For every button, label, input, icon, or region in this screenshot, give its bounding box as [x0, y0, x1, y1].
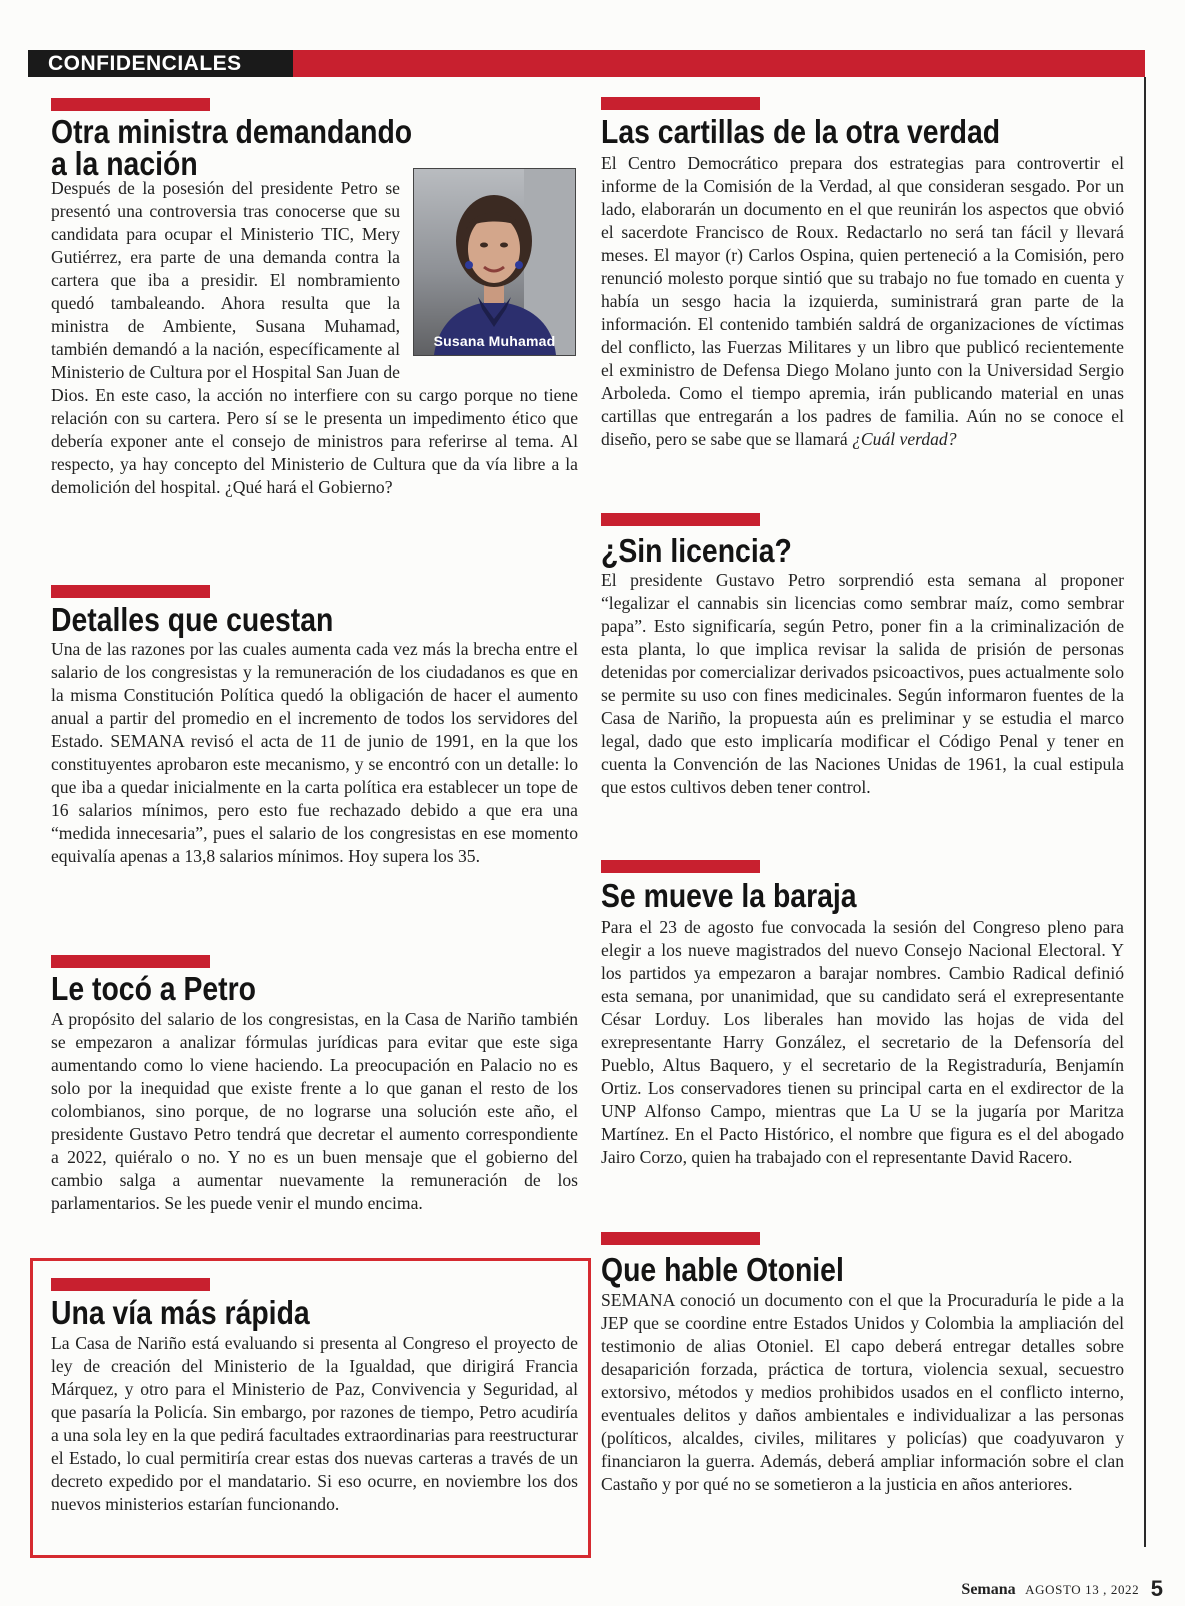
article-rule	[51, 98, 210, 111]
article-rule	[51, 1278, 210, 1291]
article-title: Las cartillas de la otra verdad	[601, 113, 1001, 150]
article-title: Una vía más rápida	[51, 1294, 310, 1331]
article-body: A propósito del salario de los congresistas, en la Casa de Nariño también se empezaron a analizar fórmulas jurídicas para evitar que este siga aumentando como lo viene haciendo. La preocupación en Palacio no es solo por la inequidad que existe frente a lo que ganan el resto de los colombianos, sino porque, de no lograrse una solución este año, el presidente Gustavo Petro tendrá que decretar el aumento correspondiente a 2022, quiéralo o no. Y no es un buen mensaje que el gobierno del cambio salga a aumentar nuevamente la remuneración de los parlamentarios. Se les puede venir el mundo encima.	[51, 1009, 578, 1213]
article-title: Detalles que cuestan	[51, 601, 334, 638]
page-number: 5	[1150, 1576, 1163, 1601]
article-title	[51, 113, 413, 182]
article-body: Para el 23 de agosto fue convocada la sesión del Congreso pleno para elegir a los nueve magistrados del nuevo Consejo Nacional Electoral. Y los partidos ya empezaron a barajar nombres. Cambio Radical definió esta semana, por unanimidad, que su candidato será el exrepresentante César Lorduy. Los liberales han movido las hojas de vida del exrepresentante Harry González, el secretario de la Defensoría del Pueblo, Altus Baquero, y el secretario de la Registraduría, Benjamín Ortiz. Los conservadores tienen su principal carta en el exdirector de la UNP Alfonso Campo, mientras que La U se la jugaría por Maritza Martínez. En el Pacto Histórico, el nombre que figura es el del abogado Jairo Corzo, quien ha trabajado con el representante David Racero.	[601, 917, 1124, 1167]
article-title-line: Otra ministra demandando	[51, 113, 413, 150]
section-title: CONFIDENCIALES	[48, 52, 242, 75]
article-title: Que hable Otoniel	[601, 1251, 844, 1288]
section-header	[28, 50, 1145, 77]
article-rule	[51, 955, 210, 968]
article-title: Se mueve la baraja	[601, 877, 857, 914]
photo-caption: Susana Muhamad	[433, 333, 556, 349]
issue-date: AGOSTO 13 , 2022	[1025, 1582, 1140, 1597]
section-header-red	[293, 50, 1145, 77]
article-rule	[51, 585, 210, 598]
article-body: Después de la posesión del presidente Petro se presentó una controversia tras conocerse que su candidata para ocupar el Ministerio TIC, Mery Gutiérrez, era parte de una demanda contra la cartera que iba a presidir. El nombramiento quedó tambaleando. Ahora resulta que la ministra de Ambiente, Susana Muhamad, también demandó a la nación, específicamente al Ministerio de Cultura por el Hospital San Juan de Dios. En este caso, la acción no interfiere con su cargo porque no tiene relación con su cartera. Pero sí se le presenta un impedimento ético que debería exponer ante el consejo de ministros para referirse al tema. Al respecto, ya hay concepto del Ministerio de Cultura que da vía libre a la demolición del hospital. ¿Qué hará el Gobierno?	[51, 178, 578, 497]
article-body	[601, 152, 1124, 451]
article-title-line: a la nación	[51, 145, 198, 182]
article-rule	[601, 1232, 760, 1245]
article-title: ¿Sin licencia?	[601, 532, 792, 569]
article-body: SEMANA conoció un documento con el que la Procuraduría le pide a la JEP que se coordine entre Estados Unidos y Colombia la ampliación del testimonio de alias Otoniel. El capo deberá entregar detalles sobre desaparición forzada, práctica de tortura, violencia sexual, secuestro extorsivo, métodos y medios prohibidos usados en el conflicto interno, eventuales delitos y daños ambientales e individualizar a las personas (políticos, alcaldes, civiles, militares y policías) que coadyuvaron y financiaron la guerra. Además, deberá ampliar información sobre el clan Castaño y por qué no se sometieron a la justicia en años anteriores.	[601, 1290, 1124, 1494]
article-rule	[601, 860, 760, 873]
article-rule	[601, 97, 760, 110]
magazine-name: Semana	[961, 1581, 1016, 1598]
article-body-italic: ¿Cuál verdad?	[852, 429, 957, 449]
article-body: La Casa de Nariño está evaluando si presenta al Congreso el proyecto de ley de creación del Ministerio de la Igualdad, que dirigirá Francia Márquez, y otro para el Ministerio de Paz, Convivencia y Seguridad, al que pasaría la Policía. Sin embargo, por razones de tiempo, Petro acudiría a una sola ley en la que pedirá facultades extraordinarias para reestructurar el Estado, lo cual permitiría crear estas dos nuevas carteras a través de un decreto expedido por el mandatario. Si eso ocurre, en noviembre los dos nuevos ministerios estarían funcionando.	[51, 1333, 578, 1514]
article-body: Una de las razones por las cuales aumenta cada vez más la brecha entre el salario de los congresistas y la remuneración de los ciudadanos es que en la misma Constitución Política quedó la obligación de hacer el aumento anual a partir del promedio en el incremento de todos los servidores del Estado. SEMANA revisó el acta de 11 de junio de 1991, en la que los constituyentes aprobaron este mecanismo, y se encontró con un detalle: lo que iba a quedar inicialmente en la carta política era establecer un tope de 16 salarios mínimos, pero esto fue rechazado debido a que era una “medida innecesaria”, pues el salario de los congresistas en ese momento equivalía apenas a 13,8 salarios mínimos. Hoy supera los 35.	[51, 639, 578, 866]
article-body: El presidente Gustavo Petro sorprendió esta semana al proponer “legalizar el cannabis sin licencias como sembrar maíz, como sembrar papa”. Esto significaría, según Petro, poner fin a la criminalización de esta planta, lo que implica revisar la salida de prisión de personas detenidas por comercializar derivados psicoactivos, pues actualmente solo se permite su uso con fines medicinales. Según informaron fuentes de la Casa de Nariño, la propuesta aún es preliminar y se estudia el marco legal, dado que esto implicaría modificar el Código Penal y tener en cuenta la Convención de las Naciones Unidas de 1961, la cual estipula que estos cultivos deben tener control.	[601, 570, 1124, 797]
photo-float-space	[400, 177, 578, 363]
article-rule	[601, 513, 760, 526]
article-body-text: El Centro Democrático prepara dos estrategias para controvertir el informe de la Comisión de la Verdad, al que consideran sesgado. Por un lado, elaborarán un documento en el que reunirán los aspectos que obvió el sacerdote Francisco de Roux. Redactarlo no será tan fácil y llevará meses. El mayor (r) Carlos Ospina, quien perteneció a la Comisión, pero renunció molesto porque sintió que su trabajo no fue tomado en cuenta y había un sesgo hacia la izquierda, suministrará gran parte de la información. El contenido también saldrá de organizaciones de víctimas del conflicto, las Fuerzas Militares y un libro que publicó recientemente el exministro de Defensa Diego Molano junto con la Universidad Sergio Arboleda. Como el tiempo apremia, irán publicando material en unas cartillas que entregarán a los padres de familia. Aún no se conoce el diseño, pero se sabe que se llamará	[601, 153, 1124, 449]
article-title: Le tocó a Petro	[51, 970, 257, 1007]
page-footer	[961, 1574, 1163, 1600]
page-right-border	[1144, 77, 1146, 1547]
